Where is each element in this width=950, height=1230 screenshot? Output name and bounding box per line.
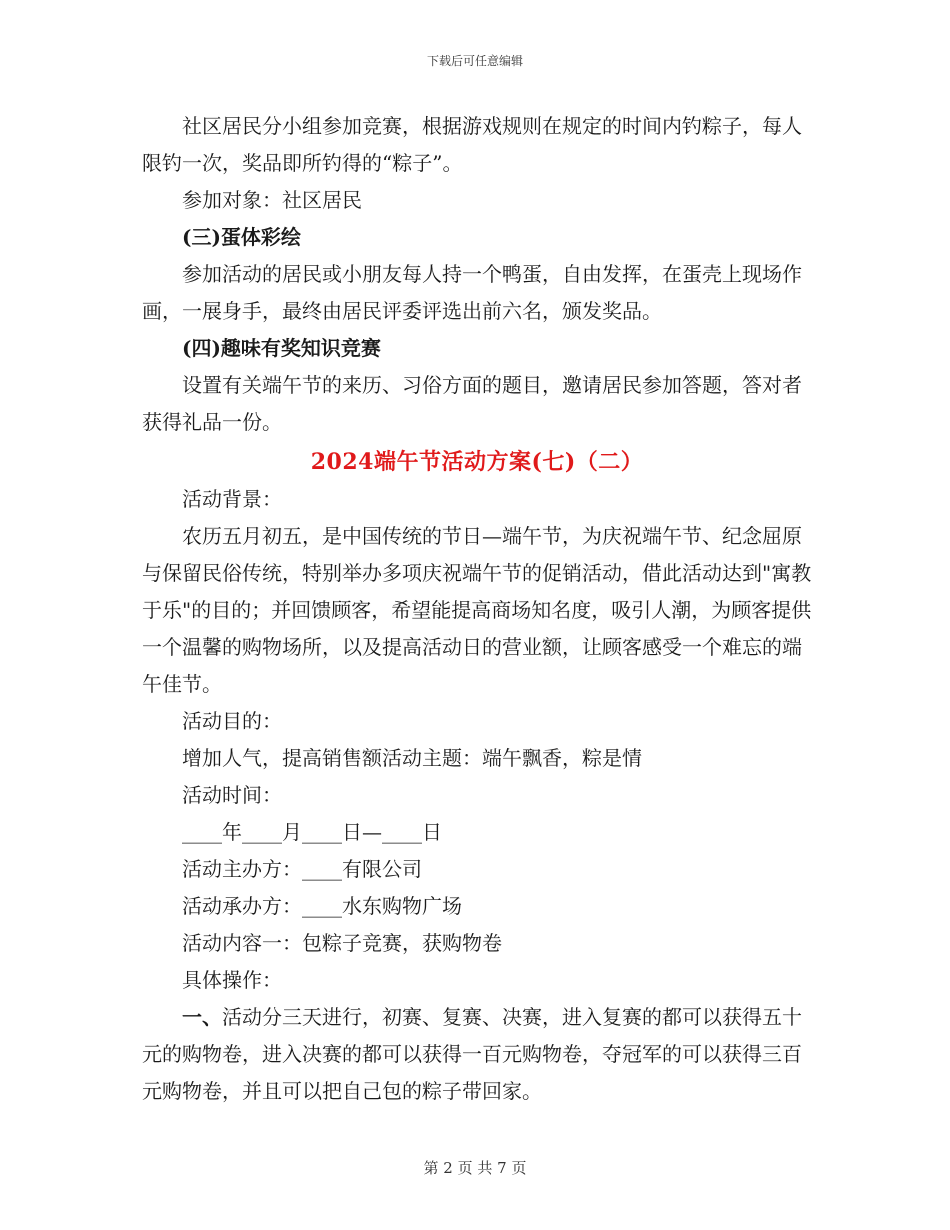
paragraph-operation (142, 999, 812, 1110)
paragraph-operation-text: 活动分三天进行，初赛、复赛、决赛，进入复赛的都可以获得五十元的购物卷，进入决赛的都可以获得一百元购物卷，夺冠军的可以获得三百元购物卷，并且可以把自己包的粽子带回家。 (142, 1005, 802, 1103)
paragraph-participants: 参加对象：社区居民 (182, 188, 362, 212)
paragraph-purpose: 增加人气，提高销售额活动主题：端午飘香，粽是情 (182, 746, 642, 770)
label-purpose: 活动目的： (182, 709, 282, 733)
label-background: 活动背景： (182, 487, 282, 511)
paragraph-activity-one: 活动内容一：包粽子竞赛，获购物卷 (182, 931, 502, 955)
paragraph-knowledge-contest: 设置有关端午节的来历、习俗方面的题目，邀请居民参加答题，答对者获得礼品一份。 (142, 373, 802, 434)
document-body (142, 108, 812, 1110)
paragraph-background: 农历五月初五，是中国传统的节日—端午节，为庆祝端午节、纪念屈原与保留民俗传统，特别举办多项庆祝端午节的促销活动，借此活动达到"寓教于乐"的目的；并回馈顾客，希望能提高商场知名度，吸引人潮，为顾客提供一个温馨的购物场所，以及提高活动日的营业额，让顾客感受一个难忘的端午佳节。 (142, 524, 812, 696)
paragraph-organizer: 活动主办方：____有限公司 (182, 857, 422, 881)
heading-knowledge-contest: (四)趣味有奖知识竞赛 (182, 336, 381, 360)
paragraph-fishing-zongzi: 社区居民分小组参加竞赛，根据游戏规则在规定的时间内钓粽子，每人限钓一次，奖品即所钓得的“粽子”。 (142, 114, 802, 175)
section-title: 2024端午节活动方案(七)（二） (310, 449, 644, 475)
label-operation: 具体操作： (182, 968, 282, 992)
paragraph-egg-painting: 参加活动的居民或小朋友每人持一个鸭蛋，自由发挥，在蛋壳上现场作画，一展身手，最终由居民评委评选出前六名，颁发奖品。 (142, 262, 802, 323)
paragraph-time: ____年____月____日—____日 (182, 820, 442, 844)
heading-egg-painting: (三)蛋体彩绘 (182, 225, 301, 249)
page-number: 第 2 页 共 7 页 (423, 1159, 527, 1177)
page-header-note: 下载后可任意编辑 (426, 54, 523, 68)
paragraph-host: 活动承办方：____水东购物广场 (182, 894, 462, 918)
label-time: 活动时间： (182, 783, 282, 807)
list-marker: 一、 (182, 1005, 222, 1029)
